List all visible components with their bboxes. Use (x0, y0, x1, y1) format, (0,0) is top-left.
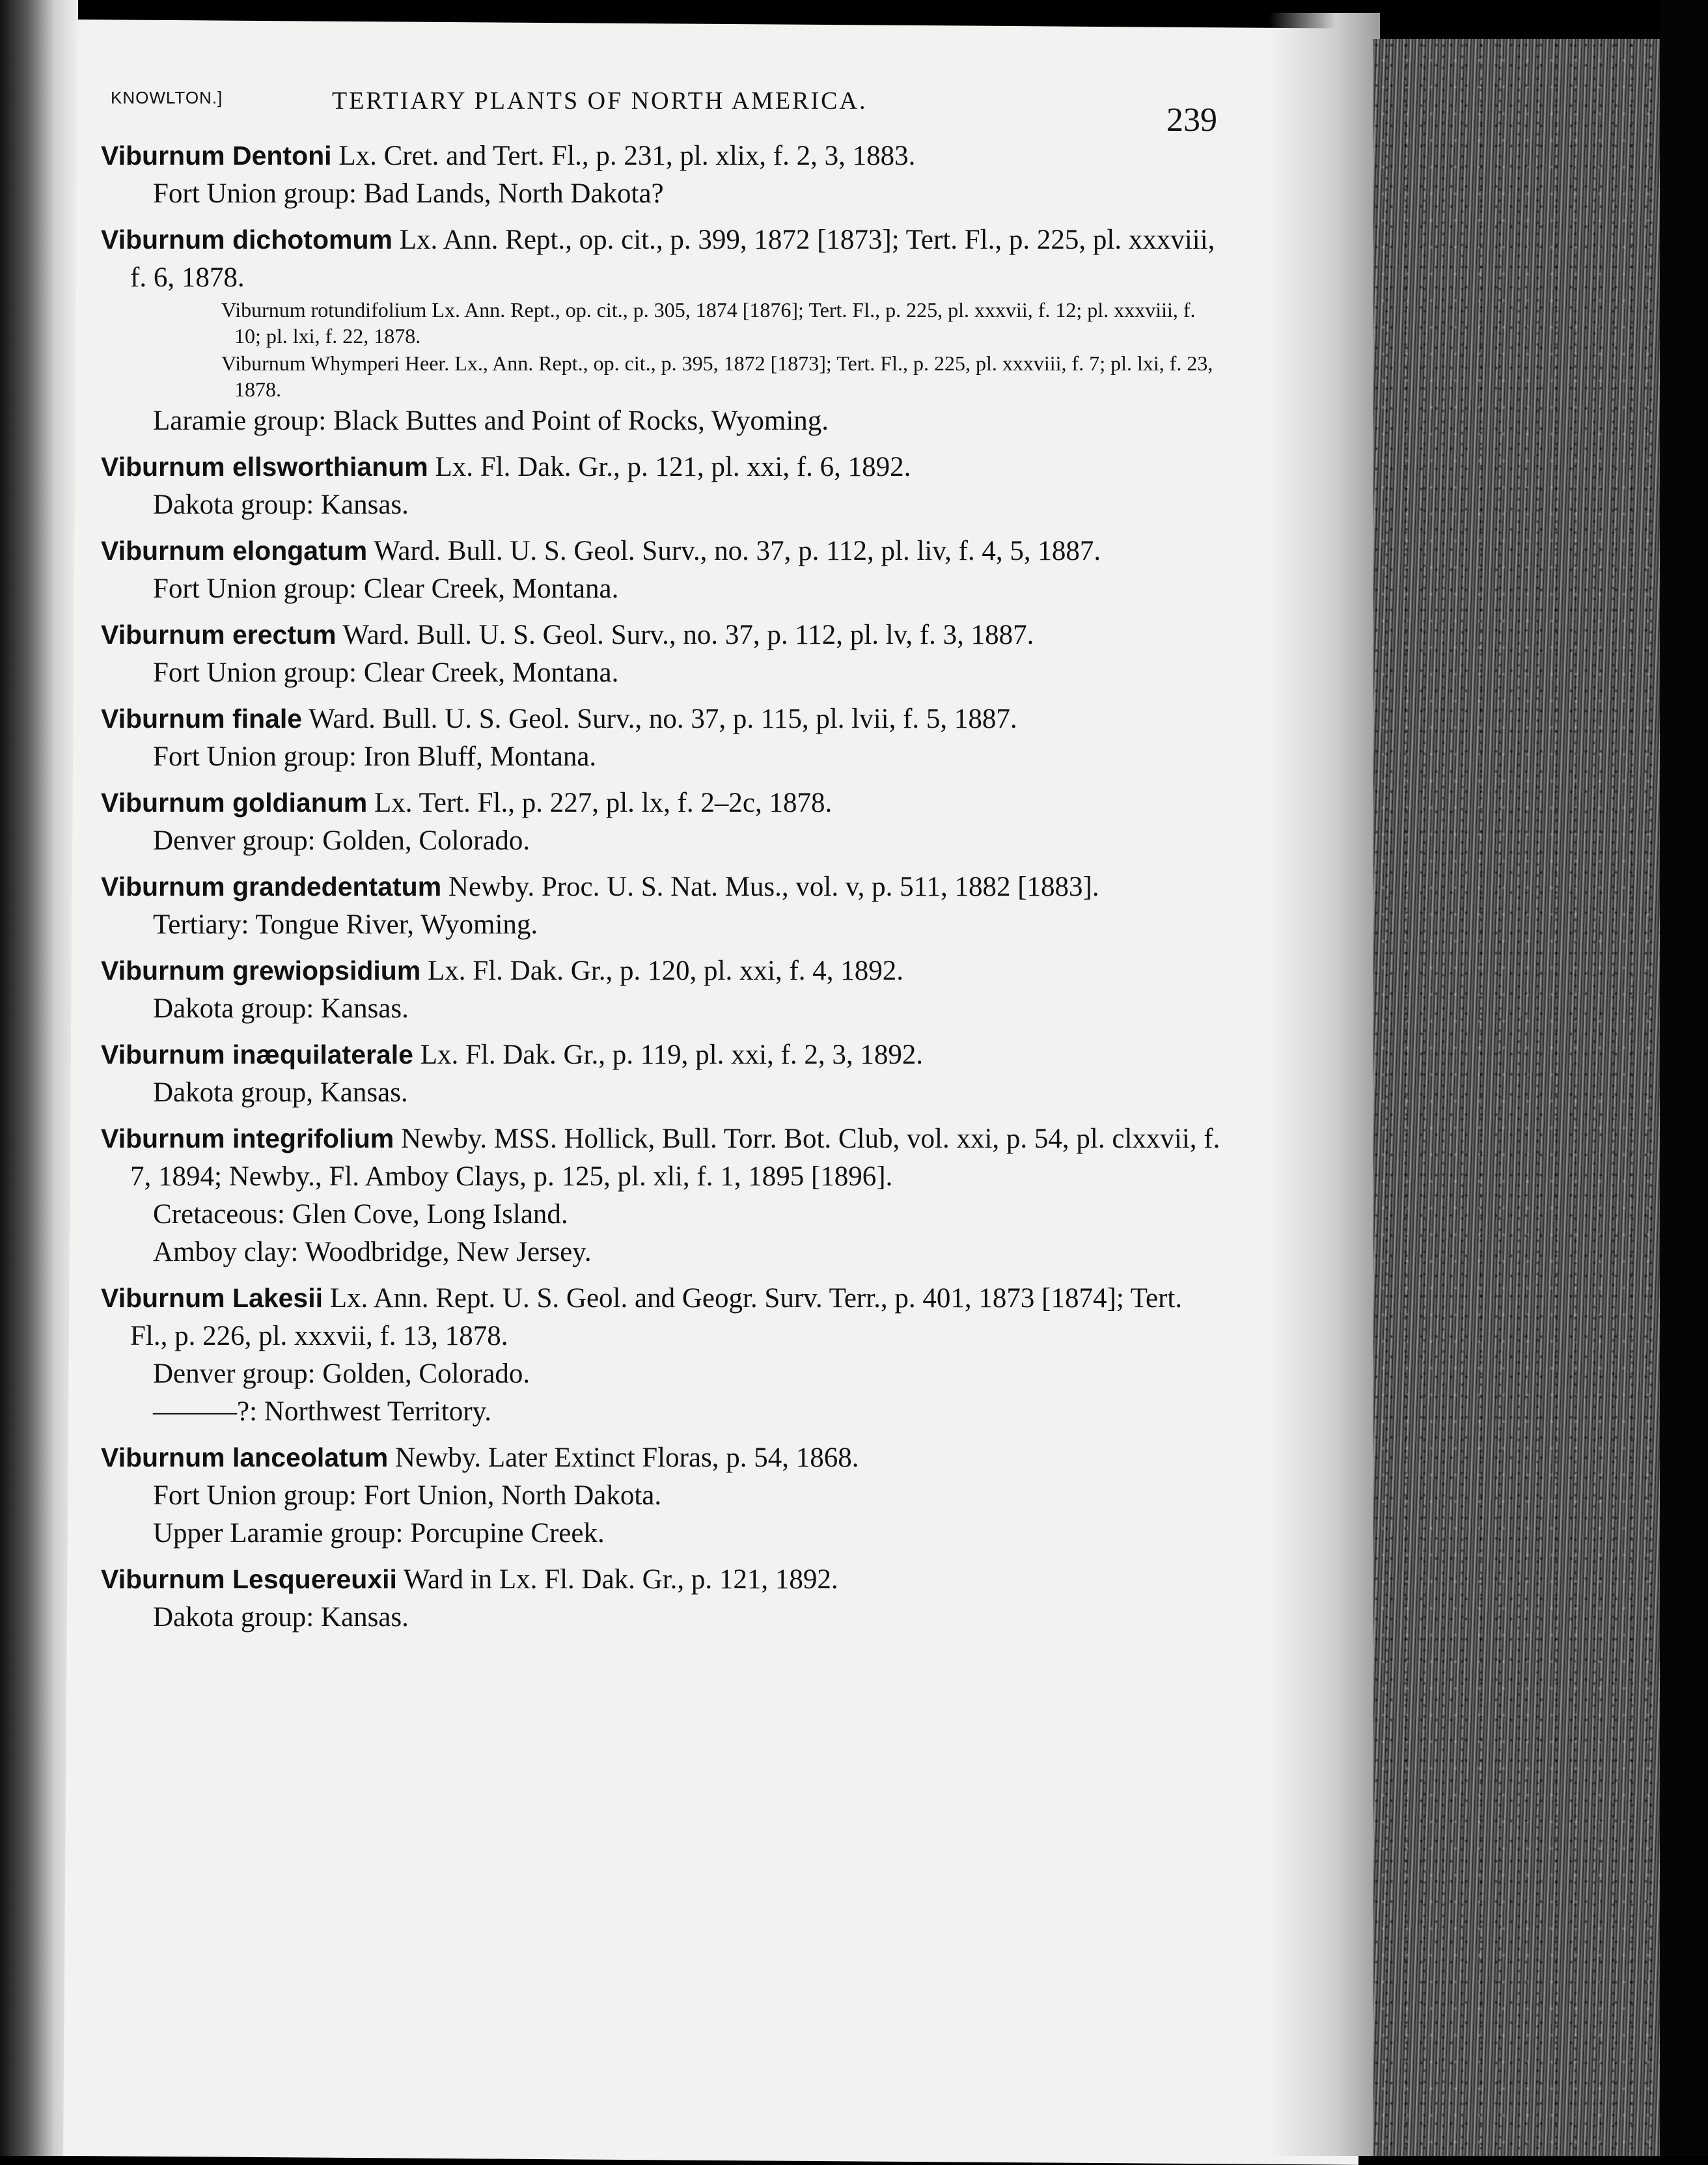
citation-text: Ward. Bull. U. S. Geol. Surv., no. 37, p. 115, pl. lvii, f. 5, 1887. (309, 704, 1017, 734)
locality-line: Denver group: Golden, Colorado. (153, 825, 530, 856)
species-entry (101, 137, 1220, 213)
species-name: Viburnum erectum (101, 620, 337, 650)
entry-citation-line (101, 952, 1220, 990)
running-author: KNOWLTON.] (111, 88, 223, 107)
species-entry (101, 448, 1220, 524)
citation-text: Lx. Tert. Fl., p. 227, pl. lx, f. 2–2c, 1878. (374, 788, 833, 818)
synonym-note: Viburnum rotundifolium Lx. Ann. Rept., op. cit., p. 305, 1874 [1876]; Tert. Fl., p. 225, pl. xxxvii, f. 12; pl. xxxviii, f. 10; pl. lxi, f. 22, 1878. (221, 298, 1196, 348)
species-entry (101, 1560, 1220, 1636)
species-name: Viburnum finale (101, 704, 303, 734)
citation-text: Lx. Fl. Dak. Gr., p. 120, pl. xxi, f. 4, 1892. (428, 956, 904, 986)
species-entry (101, 1120, 1220, 1271)
locality-line: Amboy clay: Woodbridge, New Jersey. (153, 1237, 592, 1267)
species-name: Viburnum Dentoni (101, 141, 332, 171)
species-entry (101, 616, 1220, 692)
locality-line: Tertiary: Tongue River, Wyoming. (153, 909, 538, 940)
entry-citation-line (101, 1120, 1220, 1196)
citation-text: Lx. Fl. Dak. Gr., p. 119, pl. xxi, f. 2, 3, 1892. (420, 1040, 924, 1070)
locality-line: Laramie group: Black Buttes and Point of Rocks, Wyoming. (153, 406, 829, 436)
species-entry (101, 1036, 1220, 1112)
citation-text: Ward in Lx. Fl. Dak. Gr., p. 121, 1892. (403, 1564, 838, 1595)
species-name: Viburnum dichotomum (101, 225, 393, 255)
entry-citation-line (101, 221, 1220, 297)
species-name: Viburnum elongatum (101, 536, 368, 566)
species-entry (101, 868, 1220, 944)
citation-text: Lx. Cret. and Tert. Fl., p. 231, pl. xlix, f. 2, 3, 1883. (338, 141, 916, 171)
species-name: Viburnum integrifolium (101, 1124, 394, 1153)
citation-text: Newby. Later Extinct Floras, p. 54, 1868. (394, 1442, 859, 1473)
species-list (101, 137, 1220, 1644)
entry-citation-line (101, 784, 1220, 822)
species-entry (101, 532, 1220, 608)
locality-line: Cretaceous: Glen Cove, Long Island. (153, 1199, 568, 1230)
entry-citation-line (101, 1439, 1220, 1477)
citation-text: Ward. Bull. U. S. Geol. Surv., no. 37, p. 112, pl. lv, f. 3, 1887. (342, 620, 1034, 650)
page-curl-shadow (1269, 13, 1380, 2156)
entry-citation-line (101, 1279, 1220, 1355)
entry-citation-line (101, 1036, 1220, 1074)
species-entry (101, 952, 1220, 1028)
entry-citation-line (101, 448, 1220, 486)
species-name: Viburnum goldianum (101, 788, 368, 818)
locality-line: ———?: Northwest Territory. (153, 1396, 492, 1427)
species-name: Viburnum lanceolatum (101, 1442, 389, 1472)
entry-citation-line (101, 616, 1220, 654)
citation-text: Ward. Bull. U. S. Geol. Surv., no. 37, p. 112, pl. liv, f. 4, 5, 1887. (374, 536, 1101, 566)
entry-citation-line (101, 137, 1220, 175)
locality-line: Dakota group: Kansas. (153, 490, 409, 520)
species-entry (101, 1439, 1220, 1552)
species-entry (101, 700, 1220, 776)
running-header (111, 62, 1230, 139)
citation-text: Lx. Ann. Rept. U. S. Geol. and Geogr. Surv. Terr., p. 401, 1873 [1874]; Tert. Fl., p. 226, pl. xxxvii, f. 13, 1878. (130, 1283, 1183, 1351)
synonym-note: Viburnum Whymperi Heer. Lx., Ann. Rept., op. cit., p. 395, 1872 [1873]; Tert. Fl., p. 225, pl. xxxviii, f. 7; pl. lxi, f. 23, 1878. (221, 352, 1213, 401)
species-name: Viburnum grewiopsidium (101, 956, 421, 986)
entry-citation-line (101, 868, 1220, 906)
entry-citation-line (101, 1560, 1220, 1599)
citation-text: Newby. MSS. Hollick, Bull. Torr. Bot. Club, vol. xxi, p. 54, pl. clxxvii, f. 7, 1894; Newby., Fl. Amboy Clays, p. 125, pl. xli, f. 1, 1895 [1896]. (130, 1124, 1220, 1192)
locality-line: Fort Union group: Iron Bluff, Montana. (153, 741, 597, 772)
species-name: Viburnum ellsworthianum (101, 452, 428, 482)
locality-line: Fort Union group: Clear Creek, Montana. (153, 657, 619, 688)
locality-line: Fort Union group: Clear Creek, Montana. (153, 573, 619, 604)
species-name: Viburnum inæquilaterale (101, 1040, 413, 1069)
book-page-edges (1373, 39, 1660, 2156)
entry-citation-line (101, 700, 1220, 738)
page-number: 239 (1166, 102, 1217, 139)
locality-line: Dakota group, Kansas. (153, 1077, 408, 1108)
species-name: Viburnum grandedentatum (101, 872, 442, 902)
species-name: Viburnum Lakesii (101, 1283, 324, 1313)
entry-citation-line (101, 532, 1220, 570)
species-entry (101, 784, 1220, 860)
running-title: TERTIARY PLANTS OF NORTH AMERICA. (332, 87, 868, 115)
locality-line: Fort Union group: Bad Lands, North Dakota? (153, 178, 664, 209)
species-entry (101, 221, 1220, 440)
citation-text: Newby. Proc. U. S. Nat. Mus., vol. v, p. 511, 1882 [1883]. (448, 872, 1099, 902)
locality-line: Dakota group: Kansas. (153, 993, 409, 1024)
locality-line: Dakota group: Kansas. (153, 1602, 409, 1633)
citation-text: Lx. Fl. Dak. Gr., p. 121, pl. xxi, f. 6, 1892. (435, 452, 911, 482)
background-right (1660, 0, 1708, 2156)
species-name: Viburnum Lesquereuxii (101, 1564, 397, 1594)
citation-text: Lx. Ann. Rept., op. cit., p. 399, 1872 [1873]; Tert. Fl., p. 225, pl. xxxviii, f. 6, 1878. (130, 225, 1215, 293)
locality-line: Fort Union group: Fort Union, North Dakota. (153, 1480, 662, 1511)
species-entry (101, 1279, 1220, 1431)
locality-line: Denver group: Golden, Colorado. (153, 1358, 530, 1389)
locality-line: Upper Laramie group: Porcupine Creek. (153, 1518, 605, 1549)
